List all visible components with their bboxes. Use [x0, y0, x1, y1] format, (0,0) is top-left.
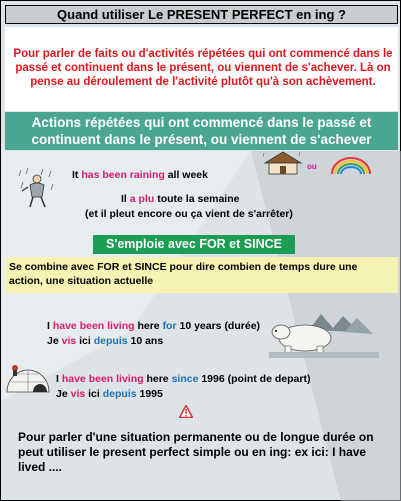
example2-en-post: 10 years (durée)	[176, 320, 261, 332]
teal-banner: Actions répétées qui ont commencé dans le passé et continuent dans le présent, ou viennent de s'achever	[5, 112, 398, 150]
usage-pre: Se combine avec	[9, 261, 98, 273]
ou-label: ou	[307, 162, 317, 171]
example3-en-pre: I	[56, 373, 62, 385]
example1-en-post: all week	[164, 169, 208, 181]
example1-en-pre: It	[72, 169, 82, 181]
rain-person-icon	[18, 168, 58, 210]
example3-fr-post: 1995	[136, 388, 163, 400]
example3-fr-depuis: depuis	[102, 388, 137, 400]
example2-en-pre: I	[47, 320, 53, 332]
page-title: Quand utiliser Le PRESENT PERFECT en ing ?	[5, 5, 398, 24]
example1-english	[72, 169, 208, 181]
example3-fr-verb: vis	[70, 388, 86, 400]
usage-since: SINCE	[134, 261, 167, 273]
example1-fr-pre: Il	[121, 193, 130, 205]
example2-fr-verb: vis	[61, 335, 77, 347]
section-heading: S'emploie avec FOR et SINCE	[93, 235, 295, 254]
example1-fr-verb: a plu	[129, 193, 155, 205]
example3-fr-mid: ici	[85, 388, 103, 400]
example2-french	[47, 335, 163, 347]
example2-fr-mid: ici	[76, 335, 94, 347]
example2-fr-depuis: depuis	[93, 335, 128, 347]
usage-post: pour dire combien de temps dure une action, une situation actuelle	[9, 261, 358, 287]
example2-en-mid: here	[134, 320, 163, 332]
example2-english	[47, 320, 260, 332]
igloo-icon	[5, 360, 51, 394]
example2-fr-pre: Je	[47, 335, 62, 347]
example3-en-post: 1996 (point de depart)	[198, 373, 311, 385]
example1-french-note: (et il pleut encore ou ça vient de s'arrêter)	[85, 208, 293, 220]
example3-en-since: since	[171, 373, 199, 385]
usage-for: FOR	[97, 261, 120, 273]
example2-en-verb: have been living	[52, 320, 135, 332]
usage-mid: et	[119, 261, 135, 273]
example1-french	[121, 193, 239, 205]
intro-text: Pour parler de faits ou d'activités répétées qui ont commencé dans le passé et continuent dans le présent, ou viennent de s'achever. Là on pense au déroulement de l'activité plutôt qu'à son achèvement.	[13, 48, 393, 88]
example3-en-verb: have been living	[61, 373, 144, 385]
polar-bear-icon	[269, 310, 379, 360]
example2-en-for: for	[162, 320, 177, 332]
example3-english	[56, 373, 310, 385]
example2-fr-post: 10 ans	[127, 335, 164, 347]
example3-fr-pre: Je	[56, 388, 71, 400]
warning-icon	[179, 405, 193, 418]
usage-box	[5, 257, 398, 293]
example1-en-verb: has been raining	[81, 169, 165, 181]
example3-french	[56, 388, 163, 400]
example1-fr-post: toute la semaine	[154, 193, 240, 205]
rainbow-icon	[329, 155, 373, 175]
example3-en-mid: here	[143, 373, 172, 385]
final-note: Pour parler d'une situation permanente ou de longue durée on peut utiliser le present perfect simple ou en ing: ex ici: I have lived ....	[18, 430, 374, 474]
house-icon	[263, 151, 303, 175]
